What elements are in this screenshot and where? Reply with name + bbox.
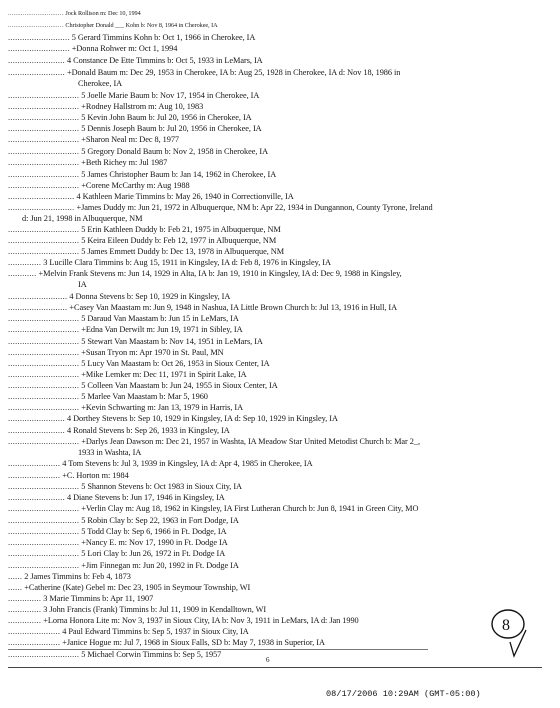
genealogy-line	[8, 91, 259, 101]
leader-dots: ..............................	[8, 10, 64, 17]
genealogy-line	[8, 325, 243, 335]
genealogy-entry-text: 5 Todd Clay b: Sep 6, 1966 in Ft. Dodge, IA	[81, 527, 227, 536]
genealogy-entry-text: 5 Marlee Van Maastam b: Mar 5, 1960	[81, 392, 208, 401]
genealogy-entry-text: 5 Daraud Van Maastam b: Jun 15 in LeMars, IA	[81, 314, 239, 323]
genealogy-entry-text: +Sharon Neal m: Dec 8, 1977	[81, 135, 180, 144]
genealogy-line	[8, 437, 420, 447]
leader-dots: ..............................	[8, 348, 80, 357]
leader-dots: ..............................	[8, 170, 80, 179]
leader-dots: ..............................	[8, 22, 64, 29]
circled-page-number: 8	[502, 617, 510, 634]
genealogy-line	[8, 471, 129, 481]
genealogy-entry-text: 4 Tom Stevens b: Jul 3, 1939 in Kingsley, IA d: Apr 4, 1985 in Cherokee, IA	[62, 459, 313, 468]
genealogy-line	[8, 44, 177, 54]
genealogy-line	[8, 236, 276, 246]
leader-dots: ..............................	[8, 403, 80, 412]
genealogy-entry-text: 4 Kathleen Marie Timmins b: May 26, 1940 in Correctionville, IA	[76, 192, 294, 201]
bottom-rule-short	[8, 649, 428, 650]
genealogy-entry-text: +Casey Van Maastam m: Jun 9, 1948 in Nashua, IA Little Brown Church b: Jul 13, 1916 in Hull, IA	[69, 303, 398, 312]
genealogy-line	[8, 113, 252, 123]
leader-dots: ..............................	[8, 314, 80, 323]
leader-dots: ..............................	[8, 392, 80, 401]
leader-dots: ..............	[8, 594, 42, 603]
leader-dots: ........................	[8, 493, 65, 502]
leader-dots: ......................	[8, 638, 61, 647]
genealogy-line	[8, 147, 268, 157]
leader-dots: ..............................	[8, 516, 80, 525]
genealogy-entry-text: 5 Lucy Van Maastam b: Oct 26, 1953 in Sioux Center, IA	[81, 359, 270, 368]
leader-dots: ..............................	[8, 359, 80, 368]
genealogy-entry-text: +C. Horton m: 1984	[62, 471, 129, 480]
leader-dots: ..............................	[8, 113, 80, 122]
genealogy-line	[8, 627, 249, 637]
leader-dots: .........................	[8, 303, 68, 312]
genealogy-line	[8, 403, 243, 413]
genealogy-line	[8, 538, 228, 548]
genealogy-entry-text: 4 Ronald Stevens b: Sep 26, 1933 in Kingsley, IA	[66, 426, 230, 435]
genealogy-line	[8, 504, 418, 514]
genealogy-line	[8, 225, 281, 235]
genealogy-line	[8, 258, 331, 268]
genealogy-entry-text: +Catherine (Kate) Gebel m: Dec 23, 1905 in Seymour Township, WI	[24, 583, 251, 592]
genealogy-line	[8, 203, 433, 213]
genealogy-line	[8, 493, 225, 503]
genealogy-line	[8, 370, 247, 380]
leader-dots: ..............................	[8, 538, 80, 547]
genealogy-entry-text: +Verlin Clay m: Aug 18, 1962 in Kingsley, IA First Lutheran Church b: Jun 8, 1941 in Green City, MO	[81, 504, 419, 513]
genealogy-line	[8, 192, 294, 202]
genealogy-line	[8, 348, 224, 358]
genealogy-entry-text: d: Jun 21, 1998 in Albuquerque, NM	[22, 214, 143, 223]
leader-dots: ..............	[8, 616, 42, 625]
genealogy-line	[8, 247, 284, 257]
leader-dots: ..........................	[8, 44, 70, 53]
genealogy-entry-text: 5 James Emmett Duddy b: Dec 13, 1978 in Albuquerque, NM	[81, 247, 285, 256]
genealogy-entry-text: 4 Constance De Ette Timmins b: Oct 5, 1933 in LeMars, IA	[66, 56, 263, 65]
genealogy-entry-text: Cherokee, IA	[78, 79, 123, 88]
genealogy-line	[8, 135, 179, 145]
leader-dots: .........................	[8, 292, 68, 301]
leader-dots: ..............	[8, 258, 42, 267]
genealogy-entry-text: 5 Joelle Marie Baum b: Nov 17, 1954 in Cherokee, IA	[81, 91, 260, 100]
leader-dots: ......	[8, 572, 23, 581]
genealogy-line	[8, 426, 230, 436]
genealogy-entry-text: 5 Lori Clay b: Jun 26, 1972 in Ft. Dodge IA	[81, 549, 226, 558]
genealogy-entry-text: 4 Diane Stevens b: Jun 17, 1946 in Kingsley, IA	[66, 493, 225, 502]
genealogy-entry-text: 3 Lucille Clara Timmins b: Aug 15, 1911 in Kingsley, IA d: Feb 8, 1976 in Kingsley, IA	[43, 258, 331, 267]
genealogy-line	[8, 337, 263, 347]
genealogy-line	[8, 158, 167, 168]
genealogy-entry-text: +Melvin Frank Stevens m: Jun 14, 1929 in Alta, IA b: Jan 19, 1910 in Kingsley, IA d: Dec 9, 1988 in Kingsley,	[38, 269, 402, 278]
genealogy-line	[8, 572, 131, 582]
genealogy-entry-text: 5 Kevin John Baum b: Jul 20, 1956 in Cherokee, IA	[81, 113, 252, 122]
leader-dots: ..............................	[8, 370, 80, 379]
bottom-rule	[8, 667, 542, 668]
leader-dots: ..............................	[8, 650, 80, 659]
genealogy-entry-text: 1933 in Washta, IA	[78, 448, 142, 457]
genealogy-entry-text: 5 James Christopher Baum b: Jan 14, 1962 in Cherokee, IA	[81, 170, 277, 179]
genealogy-entry-text: +Edna Van Derwilt m: Jun 19, 1971 in Sibley, IA	[81, 325, 243, 334]
genealogy-entry-text: +Corene McCarthy m: Aug 1988	[81, 181, 190, 190]
leader-dots: ..............	[8, 605, 42, 614]
leader-dots: ..........................	[8, 33, 70, 42]
leader-dots: ..............................	[8, 102, 80, 111]
genealogy-entry-text: +Nancy E. m: Nov 17, 1990 in Ft. Dodge IA	[81, 538, 228, 547]
genealogy-entry-text: 5 Shannon Stevens b: Oct 1983 in Sioux City, IA	[81, 482, 242, 491]
genealogy-entry-text: +Janice Hogue m: Jul 7, 1968 in Sioux Falls, SD b: May 7, 1938 in Superior, IA	[62, 638, 325, 647]
genealogy-line	[8, 459, 313, 469]
leader-dots: ..............................	[8, 147, 80, 156]
leader-dots: ..............................	[8, 325, 80, 334]
genealogy-line	[8, 314, 239, 324]
genealogy-entry-text: +Donna Rohwer m: Oct 1, 1994	[71, 44, 178, 53]
genealogy-entry-text: 5 Colleen Van Maastam b: Jun 24, 1955 in Sioux Center, IA	[81, 381, 278, 390]
leader-dots: ..............................	[8, 504, 80, 513]
genealogy-entry-text: IA	[78, 280, 87, 289]
genealogy-line	[8, 79, 122, 89]
leader-dots: ..............................	[8, 124, 80, 133]
leader-dots: ........................	[8, 414, 65, 423]
genealogy-line	[8, 102, 203, 112]
genealogy-entry-text: +Darlys Jean Dawson m: Dec 21, 1957 in Washta, IA Meadow Star United Metodist Church b: Mar 2_,	[81, 437, 420, 446]
genealogy-entry-text: +Lorna Honora Lite m: Nov 3, 1937 in Sioux City, IA b: Nov 3, 1911 in LeMars, IA d: Jan 1990	[43, 616, 359, 625]
genealogy-entry-text: 4 Paul Edward Timmins b: Sep 5, 1937 in Sioux City, IA	[62, 627, 249, 636]
leader-dots: ..............................	[8, 247, 80, 256]
genealogy-line	[8, 650, 221, 660]
leader-dots: ..............................	[8, 549, 80, 558]
leader-dots: ..............................	[8, 91, 80, 100]
genealogy-entry-text: 5 Gerard Timmins Kohn b: Oct 1, 1966 in Cherokee, IA	[71, 33, 256, 42]
genealogy-line	[8, 214, 142, 224]
genealogy-line	[8, 516, 239, 526]
genealogy-entry-text: 5 Michael Corwin Timmins b: Sep 5, 1957	[81, 650, 222, 659]
leader-dots: ......................	[8, 459, 61, 468]
genealogy-entry-text: 5 Keira Eileen Duddy b: Feb 12, 1977 in Albuquerque, NM	[81, 236, 277, 245]
genealogy-line	[8, 414, 338, 424]
leader-dots: ..............................	[8, 225, 80, 234]
genealogy-entry-text: 4 Donna Stevens b: Sep 10, 1929 in Kingsley, IA	[69, 292, 231, 301]
genealogy-line	[8, 33, 255, 43]
leader-dots: ..............................	[8, 437, 80, 446]
genealogy-line	[8, 21, 218, 31]
genealogy-line	[8, 124, 262, 134]
page-number: 6	[266, 656, 270, 664]
genealogy-entry-text: +Jim Finnegan m: Jun 20, 1992 in Ft. Dodge IA	[81, 561, 239, 570]
genealogy-line	[8, 583, 250, 593]
genealogy-line	[8, 638, 325, 648]
genealogy-line	[8, 292, 230, 302]
genealogy-line	[8, 381, 278, 391]
genealogy-line	[8, 170, 276, 180]
genealogy-line	[8, 303, 397, 313]
genealogy-entry-text: 5 Gregory Donald Baum b: Nov 2, 1958 in Cherokee, IA	[81, 147, 269, 156]
genealogy-entry-text: +James Duddy m: Jun 21, 1972 in Albuquerque, NM b: Apr 22, 1934 in Dungannon, County Tyrone, Ireland	[76, 203, 433, 212]
leader-dots: ............	[8, 269, 37, 278]
genealogy-entry-text: +Beth Richey m: Jul 1987	[81, 158, 168, 167]
genealogy-entry-text: +Donald Baum m: Dec 29, 1953 in Cherokee, IA b: Aug 25, 1928 in Cherokee, IA d: Nov 18, 1986 in	[66, 68, 401, 77]
genealogy-entry-text: 3 Marie Timmins b: Apr 11, 1907	[43, 594, 154, 603]
leader-dots: ..............................	[8, 135, 80, 144]
leader-dots: ..............................	[8, 181, 80, 190]
leader-dots: ..............................	[8, 482, 80, 491]
genealogy-entry-text: 4 Dorthey Stevens b: Sep 10, 1929 in Kingsley, IA d: Sep 10, 1929 in Kingsley, IA	[66, 414, 338, 423]
leader-dots: ............................	[8, 192, 75, 201]
genealogy-line	[8, 616, 359, 626]
genealogy-entry-text: +Rodney Hallstrom m: Aug 10, 1983	[81, 102, 204, 111]
leader-dots: ..............................	[8, 561, 80, 570]
genealogy-line	[8, 9, 141, 19]
genealogy-entry-text: 5 Stewart Van Maastam b: Nov 14, 1951 in LeMars, IA	[81, 337, 263, 346]
genealogy-entry-text: +Susan Tryon m: Apr 1970 in St. Paul, MN	[81, 348, 224, 357]
genealogy-line	[8, 392, 208, 402]
leader-dots: ..............................	[8, 527, 80, 536]
genealogy-line	[8, 527, 227, 537]
leader-dots: ........................	[8, 56, 65, 65]
circled-page-mark	[486, 600, 536, 660]
genealogy-line	[8, 605, 266, 615]
genealogy-line	[8, 181, 190, 191]
leader-dots: ........................	[8, 68, 65, 77]
genealogy-entry-text: Jock Rollison m: Dec 10, 1994	[65, 10, 141, 17]
genealogy-entry-text: +Mike Lemker m: Dec 11, 1971 in Spirit Lake, IA	[81, 370, 247, 379]
genealogy-entry-text: +Kevin Schwarting m: Jan 13, 1979 in Harris, IA	[81, 403, 244, 412]
genealogy-entry-text: 2 James Timmins b: Feb 4, 1873	[24, 572, 131, 581]
genealogy-line	[8, 359, 270, 369]
genealogy-line	[8, 448, 141, 458]
leader-dots: ..............................	[8, 381, 80, 390]
genealogy-line	[8, 561, 239, 571]
genealogy-entry-text: Christopher Donald ___ Kohn b: Nov 8, 1964 in Cherokee, IA	[65, 22, 218, 29]
genealogy-line	[8, 269, 402, 279]
genealogy-line	[8, 594, 153, 604]
leader-dots: ..............................	[8, 158, 80, 167]
genealogy-line	[8, 68, 400, 78]
genealogy-line	[8, 549, 225, 559]
leader-dots: ..............................	[8, 236, 80, 245]
leader-dots: ........................	[8, 426, 65, 435]
genealogy-entry-text: 5 Dennis Joseph Baum b: Jul 20, 1956 in Cherokee, IA	[81, 124, 262, 133]
leader-dots: ......................	[8, 471, 61, 480]
leader-dots: ..............................	[8, 337, 80, 346]
genealogy-line	[8, 280, 87, 290]
genealogy-entry-text: 5 Erin Kathleen Duddy b: Feb 21, 1975 in Albuquerque, NM	[81, 225, 281, 234]
leader-dots: ............................	[8, 203, 75, 212]
leader-dots: ......	[8, 583, 23, 592]
genealogy-entry-text: 5 Robin Clay b: Sep 22, 1963 in Fort Dodge, IA	[81, 516, 239, 525]
footer-timestamp: 08/17/2006 10:29AM (GMT-05:00)	[326, 689, 481, 699]
genealogy-line	[8, 482, 242, 492]
genealogy-line	[8, 56, 263, 66]
genealogy-entry-text: 3 John Francis (Frank) Timmins b: Jul 11, 1909 in Kendalltown, WI	[43, 605, 267, 614]
leader-dots: ......................	[8, 627, 61, 636]
